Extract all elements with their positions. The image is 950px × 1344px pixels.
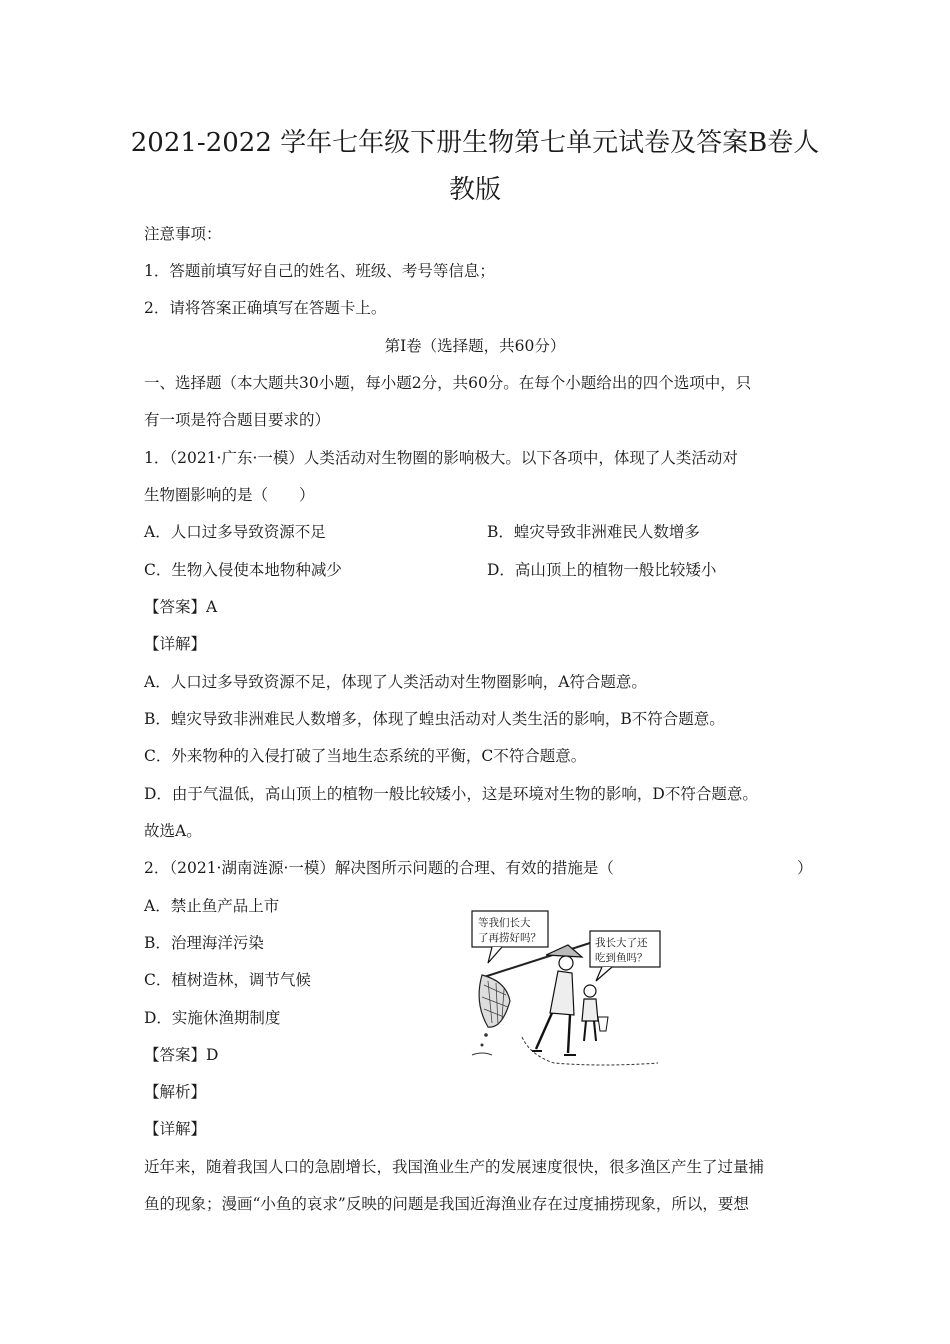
q2-stem-close: ）	[797, 859, 813, 877]
document-title-line2: 教版	[448, 175, 501, 205]
fishing-cartoon-illustration	[462, 905, 662, 1070]
q1-option-b: B．蝗灾导致非洲难民人数增多	[487, 523, 700, 541]
q1-option-a: A．人口过多导致资源不足	[144, 523, 326, 541]
notes-item-2: 2．请将答案正确填写在答题卡上。	[144, 299, 387, 317]
bubble-fish-line2: 了再捞好吗？	[478, 932, 541, 944]
q1-conclusion: 故选A。	[144, 822, 202, 840]
section-heading: 第I卷（选择题，共60分）	[384, 337, 566, 355]
q1-option-c: C．生物入侵使本地物种减少	[144, 561, 342, 579]
notes-heading: 注意事项：	[144, 225, 222, 243]
q1-answer: 【答案】A	[144, 598, 218, 616]
q1-detail-a: A．人口过多导致资源不足，体现了人类活动对生物圈影响，A符合题意。	[144, 673, 647, 691]
q2-detail-line1: 近年来，随着我国人口的急剧增长，我国渔业生产的发展速度很快，很多渔区产生了过量捕	[144, 1158, 765, 1176]
q2-answer: 【答案】D	[144, 1046, 219, 1064]
q1-detail-d: D．由于气温低，高山顶上的植物一般比较矮小，这是环境对生物的影响，D不符合题意。	[144, 785, 758, 803]
section-instruction-line2: 有一项是符合题目要求的）	[144, 411, 331, 429]
q2-option-b: B．治理海洋污染	[144, 934, 264, 952]
q1-detail-c: C．外来物种的入侵打破了当地生态系统的平衡，C不符合题意。	[144, 747, 587, 765]
q1-stem-line1: 1．（2021·广东·一模）人类活动对生物圈的影响极大。以下各项中，体现了人类活动对	[144, 449, 738, 467]
section-instruction-line1: 一、选择题（本大题共30小题，每小题2分，共60分。在每个小题给出的四个选项中，只	[144, 374, 752, 392]
q2-option-d: D．实施休渔期制度	[144, 1009, 281, 1027]
bubble-child-line2: 吃到鱼吗？	[595, 952, 648, 964]
bubble-fish-line1: 等我们长大	[478, 917, 531, 929]
q2-stem: 2．（2021·湖南涟源·一模）解决图所示问题的合理、有效的措施是（	[144, 859, 614, 877]
q1-detail-label: 【详解】	[144, 635, 207, 653]
q2-analysis-label: 【解析】	[144, 1083, 207, 1101]
q2-detail-line2: 鱼的现象；漫画“小鱼的哀求”反映的问题是我国近海渔业存在过度捕捞现象，所以，要想	[144, 1195, 749, 1213]
q2-detail-label: 【详解】	[144, 1120, 207, 1138]
child-figure-icon	[582, 985, 608, 1041]
notes-item-1: 1．答题前填写好自己的姓名、班级、考号等信息；	[144, 262, 495, 280]
q2-option-a: A．禁止鱼产品上市	[144, 897, 280, 915]
document-title-line1: 2021-2022 学年七年级下册生物第七单元试卷及答案B卷人	[130, 128, 820, 158]
q2-option-c: C．植树造林，调节气候	[144, 971, 311, 989]
q1-detail-b: B．蝗灾导致非洲难民人数增多，体现了蝗虫活动对人类生活的影响，B不符合题意。	[144, 710, 725, 728]
bubble-child-line1: 我长大了还	[595, 937, 648, 949]
fisherman-figure-icon	[532, 945, 582, 1055]
q1-option-d: D．高山顶上的植物一般比较矮小	[487, 561, 717, 579]
q1-stem-line2: 生物圈影响的是（ ）	[144, 486, 315, 504]
